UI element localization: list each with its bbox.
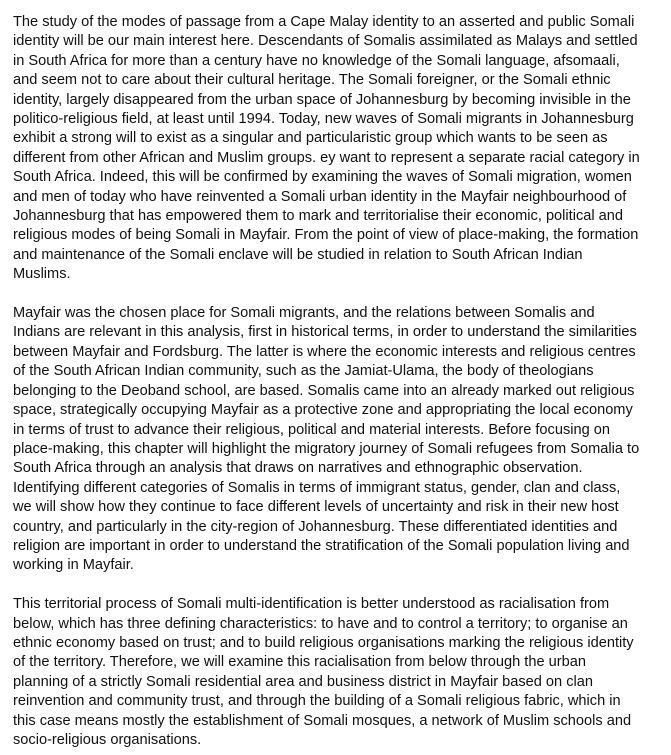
document-body — [13, 13, 641, 750]
paragraph-racialisation: This territorial process of Somali multi-identification is better understood as racialisation from below, which has three defining characteristics: to have and to control a territory; to organise an ethnic economy based on trust; and to build religious organisations marking the religious identity of the territory. Therefore, we will examine this racialisation from below through the urban planning of a strictly Somali residential area and business district in Mayfair based on clan reinvention and community trust, and through the building of a Somali religious fabric, which in this case means mostly the establishment of Somali mosques, a network of Muslim schools and socio-religious organisations. — [13, 596, 634, 748]
paragraph-intro: The study of the modes of passage from a Cape Malay identity to an asserted and public Somali identity will be our main interest here. Descendants of Somalis assimilated as Malays and settled in South Africa for more than a century have no knowledge of the Somali language, afsomaali, and seem not to care about their cultural heritage. The Somali foreigner, or the Somali ethnic identity, largely disappeared from the urban space of Johannesburg by becoming invisible in the politico-religious field, at least until 1994. Today, new waves of Somali migrants in Johannesburg exhibit a strong will to exist as a singular and particularistic group which wants to be seen as different from other African and Muslim groups. ey want to represent a separate racial category in South Africa. Indeed, this will be confirmed by examining the waves of Somali migration, women and men of today who have reinvented a Somali urban identity in the Mayfair neighbourhood of Johannesburg that has empowered them to mark and territorialise their economic, political and religious modes of being Somali in Mayfair. From the point of view of place-making, the formation and maintenance of the Somali enclave will be studied in relation to South African Indian Muslims. — [13, 14, 640, 283]
paragraph-mayfair: Mayfair was the chosen place for Somali migrants, and the relations between Somalis and Indians are relevant in this analysis, first in historical terms, in order to understand the similarities between Mayfair and Fordsburg. The latter is where the economic interests and religious centres of the South African Indian community, such as the Jamiat-Ulama, the body of theologians belonging to the Deoband school, are based. Somalis came into an already marked out religious space, strategically occupying Mayfair as a protective zone and appropriating the local economy in terms of trust to advance their religious, political and material interests. Before focusing on place-making, this chapter will highlight the migratory journey of Somali refugees from Somalia to South Africa through an analysis that draws on narratives and ethnographic observation. Identifying different categories of Somalis in terms of immigrant status, gender, clan and class, we will show how they continue to face different levels of uncertainty and risk in their new host country, and particularly in the city-region of Johannesburg. These differentiated identities and religion are important in order to understand the stratification of the Somali population living and working in Mayfair. — [13, 305, 640, 574]
